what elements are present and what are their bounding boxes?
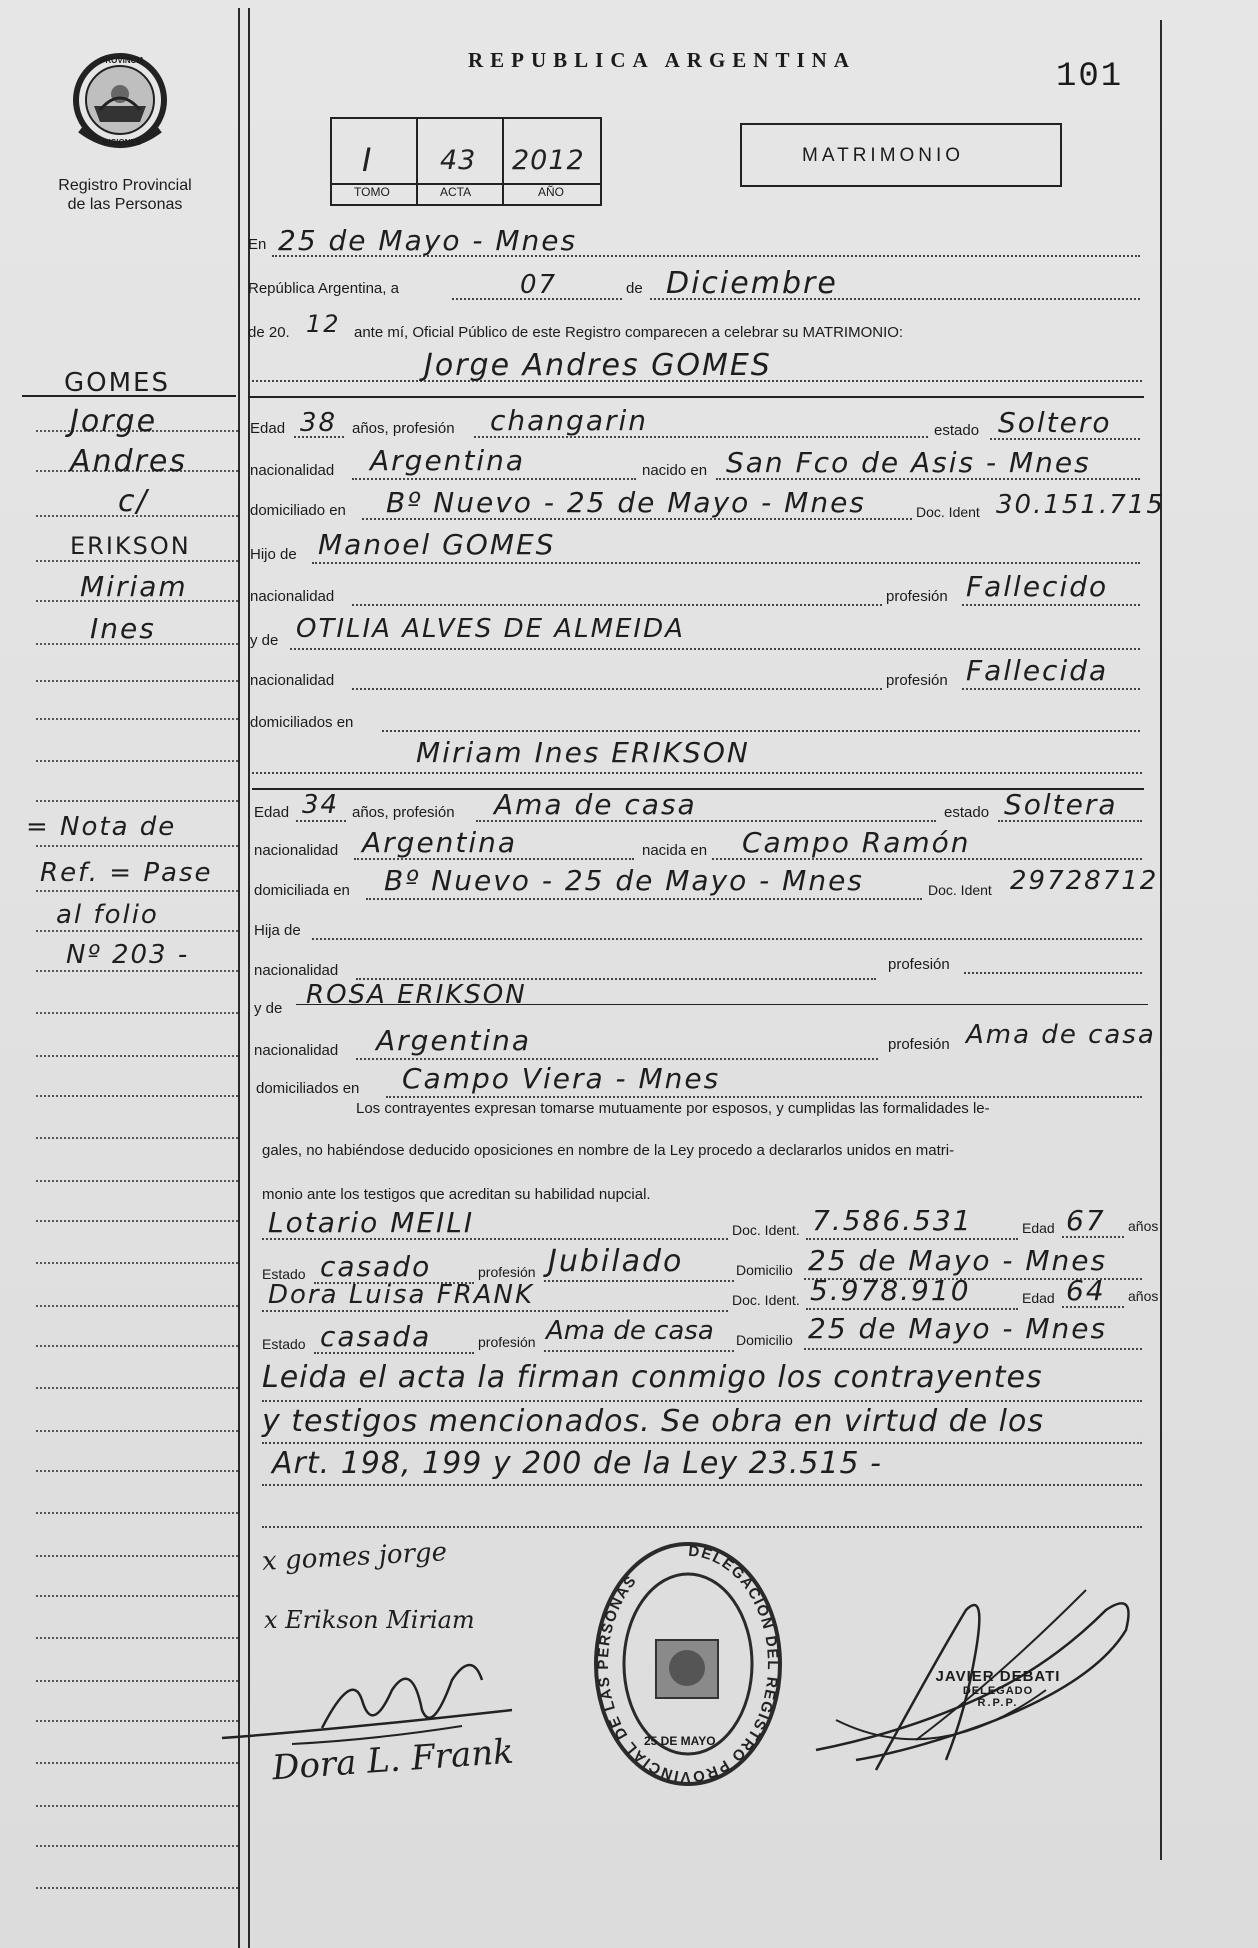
witness1-profesion-label: profesión bbox=[478, 1264, 536, 1280]
witness1-domicilio-label: Domicilio bbox=[736, 1262, 793, 1278]
bride-father-prof-line bbox=[964, 972, 1142, 974]
margin-note-line2: Ref. = Pase bbox=[40, 858, 213, 888]
closing-note-line3: Art. 198, 199 y 200 de la Ley 23.515 - bbox=[272, 1446, 882, 1481]
groom-father-nat-line bbox=[352, 604, 882, 606]
margin-conjunction: c/ bbox=[118, 484, 149, 519]
groom-father-line bbox=[312, 562, 1140, 564]
witness2-profession-line bbox=[544, 1350, 734, 1352]
registry-name bbox=[40, 176, 210, 214]
margin-spouse2-name1: Miriam bbox=[80, 570, 188, 603]
anio-value: 2012 bbox=[512, 145, 585, 176]
logo-text-top: PROVINCIA bbox=[100, 56, 145, 65]
closing-note-line1: Leida el acta la firman conmigo los contrayentes bbox=[262, 1360, 1043, 1395]
margin-line bbox=[36, 718, 238, 720]
bride-parents-address: Campo Viera - Mnes bbox=[402, 1062, 721, 1095]
groom-father-prof-line bbox=[962, 604, 1140, 606]
groom-mother-line bbox=[290, 648, 1140, 650]
witness2-signature: Dora L. Frank bbox=[270, 1731, 515, 1789]
margin-line bbox=[36, 1137, 238, 1139]
acta-value: 43 bbox=[440, 145, 477, 176]
bride-address: Bº Nuevo - 25 de Mayo - Mnes bbox=[384, 864, 864, 897]
witness1-address: 25 de Mayo - Mnes bbox=[808, 1244, 1108, 1277]
stamp-ring-text: DELEGACION DEL REGISTRO PROVINCIAL DE LAS PERSONAS bbox=[594, 1542, 781, 1786]
witness2-age: 64 bbox=[1066, 1274, 1106, 1307]
witness2-address-line bbox=[804, 1348, 1142, 1350]
bride-parents-dom-line bbox=[386, 1096, 1142, 1098]
country-label: República Argentina, a bbox=[248, 280, 399, 297]
witness2-profession: Ama de casa bbox=[546, 1316, 714, 1346]
margin-line bbox=[36, 1555, 238, 1557]
groom-father-name: Manoel GOMES bbox=[318, 528, 556, 561]
bride-anos-profesion-label: años, profesión bbox=[352, 804, 455, 821]
groom-nacido-label: nacido en bbox=[642, 462, 708, 479]
record-type-box bbox=[740, 123, 1062, 187]
groom-mother-nat-line bbox=[352, 688, 882, 690]
witness1-doc: 7.586.531 bbox=[812, 1204, 973, 1237]
bride-nationality: Argentina bbox=[362, 826, 518, 859]
groom-profession: changarin bbox=[490, 404, 649, 437]
declaration-line1: Los contrayentes expresan tomarse mutuamente por esposos, y cumplidas las formalidades le- bbox=[356, 1100, 990, 1117]
witness1-profession: Jubilado bbox=[548, 1244, 684, 1279]
official-title: DELEGADO bbox=[962, 1685, 1034, 1697]
body-line bbox=[262, 1526, 1142, 1528]
anio-label: AÑO bbox=[538, 185, 565, 199]
margin-line bbox=[36, 1805, 238, 1807]
groom-civil-status: Soltero bbox=[998, 406, 1112, 439]
bride-parents-dom-label: domiciliados en bbox=[256, 1080, 360, 1097]
groom-mother-prof-label: profesión bbox=[886, 672, 948, 689]
witness2-estado-label: Estado bbox=[262, 1336, 306, 1352]
closing-line2-rule bbox=[262, 1442, 1142, 1444]
groom-nationality-line bbox=[352, 478, 636, 480]
groom-father-label: Hijo de bbox=[250, 546, 297, 563]
record-reference-box bbox=[330, 117, 602, 206]
bride-doc-number: 29728712 bbox=[1010, 866, 1159, 896]
month-value: Diciembre bbox=[666, 266, 838, 301]
margin-spouse1-name2: Andres bbox=[70, 444, 187, 479]
bride-father-line bbox=[312, 938, 1142, 940]
witness1-edad-label: Edad bbox=[1022, 1220, 1055, 1236]
svg-text:DELEGACION DEL REGISTRO PROVIN bbox=[595, 1543, 781, 1785]
margin-line bbox=[36, 1430, 238, 1432]
margin-line bbox=[36, 760, 238, 762]
witness1-anos-label: años bbox=[1128, 1218, 1159, 1234]
appearance-statement: ante mí, Oficial Público de este Registro comparecen a celebrar su MATRIMONIO: bbox=[354, 324, 904, 341]
groom-doc-number: 30.151.715 bbox=[996, 490, 1165, 520]
groom-mother-prof-line bbox=[962, 688, 1140, 690]
declaration-line3: monio ante los testigos que acreditan su habilidad nupcial. bbox=[262, 1186, 651, 1203]
groom-birthplace: San Fco de Asis - Mnes bbox=[726, 446, 1091, 479]
bride-birthplace: Campo Ramón bbox=[742, 826, 971, 859]
bride-father-label: Hija de bbox=[254, 922, 301, 939]
margin-line bbox=[36, 1512, 238, 1514]
groom-mother-profession: Fallecida bbox=[966, 654, 1109, 687]
bride-signature: x Erikson Miriam bbox=[264, 1606, 475, 1634]
margin-line bbox=[36, 1220, 238, 1222]
margin-line bbox=[36, 1012, 238, 1014]
margin-line bbox=[36, 845, 238, 847]
margin-line bbox=[36, 1055, 238, 1057]
bride-nacionalidad-label: nacionalidad bbox=[254, 842, 339, 859]
closing-line3-rule bbox=[262, 1484, 1142, 1486]
bride-nacida-label: nacida en bbox=[642, 842, 708, 859]
groom-address: Bº Nuevo - 25 de Mayo - Mnes bbox=[386, 486, 866, 519]
bride-civil-status: Soltera bbox=[1004, 788, 1118, 821]
margin-spouse2-name2: Ines bbox=[90, 612, 156, 645]
groom-mother-name: OTILIA ALVES DE ALMEIDA bbox=[296, 614, 685, 644]
margin-line bbox=[36, 1262, 238, 1264]
bride-age: 34 bbox=[302, 790, 340, 820]
logo-text-bottom: MISIONES bbox=[102, 138, 142, 147]
registry-name-line1: Registro Provincial bbox=[58, 177, 192, 194]
groom-doc-label: Doc. Ident bbox=[916, 504, 980, 520]
en-label: En bbox=[248, 236, 267, 253]
bride-doc-label: Doc. Ident bbox=[928, 882, 992, 898]
margin-spouse1-name1: Jorge bbox=[70, 404, 158, 439]
margin-line bbox=[36, 890, 238, 892]
witness2-doc: 5.978.910 bbox=[810, 1274, 971, 1307]
bride-father-prof-label: profesión bbox=[888, 956, 950, 973]
bride-name-line bbox=[252, 772, 1142, 774]
groom-nationality: Argentina bbox=[370, 444, 526, 477]
margin-spouse2-surname: ERIKSON bbox=[70, 532, 191, 560]
year-suffix: 12 bbox=[306, 310, 341, 338]
witness2-status: casada bbox=[320, 1320, 432, 1353]
groom-father-nat-label: nacionalidad bbox=[250, 588, 335, 605]
bride-mother-prof-label: profesión bbox=[888, 1036, 950, 1053]
official-stamp bbox=[590, 1538, 786, 1788]
margin-spouse1-surname: GOMES bbox=[64, 368, 170, 398]
margin-line bbox=[36, 1762, 238, 1764]
margin-line bbox=[36, 930, 238, 932]
groom-full-name: Jorge Andres GOMES bbox=[424, 348, 772, 383]
bride-domiciliada-label: domiciliada en bbox=[254, 882, 350, 899]
margin-line bbox=[36, 1180, 238, 1182]
bride-profession: Ama de casa bbox=[494, 788, 697, 821]
day-value: 07 bbox=[520, 270, 558, 300]
stamp-inner-text: 25 DE MAYO bbox=[644, 1734, 716, 1748]
margin-line bbox=[36, 1595, 238, 1597]
margin-line bbox=[36, 560, 238, 562]
bride-mother-name: ROSA ERIKSON bbox=[306, 980, 527, 1010]
margin-line bbox=[36, 800, 238, 802]
declaration-line2: gales, no habiéndose deducido oposiciones en nombre de la Ley procedo a declararlos unidos en matri- bbox=[262, 1142, 955, 1159]
tomo-value: I bbox=[362, 141, 375, 179]
provincial-seal-logo bbox=[70, 50, 170, 160]
groom-signature: x gomes jorge bbox=[261, 1537, 448, 1577]
witness1-profession-line bbox=[544, 1280, 734, 1282]
margin-line bbox=[36, 1887, 238, 1889]
bride-father-nat-label: nacionalidad bbox=[254, 962, 339, 979]
groom-nacionalidad-label: nacionalidad bbox=[250, 462, 335, 479]
witness1-age: 67 bbox=[1066, 1204, 1106, 1237]
groom-section-rule bbox=[248, 396, 1144, 398]
margin-line bbox=[36, 1305, 238, 1307]
margin-line bbox=[36, 1720, 238, 1722]
bride-mother-profession: Ama de casa bbox=[966, 1020, 1156, 1050]
witness2-doc-line bbox=[806, 1308, 1018, 1310]
bride-mother-label: y de bbox=[254, 1000, 283, 1017]
groom-age: 38 bbox=[300, 408, 338, 438]
margin-line bbox=[36, 1637, 238, 1639]
margin-line bbox=[36, 1470, 238, 1472]
margin-line bbox=[36, 1095, 238, 1097]
country-title: REPUBLICA ARGENTINA bbox=[468, 48, 856, 72]
official-stamp-text bbox=[918, 1668, 1078, 1709]
witness2-name: Dora Luisa FRANK bbox=[268, 1280, 535, 1310]
witness2-profesion-label: profesión bbox=[478, 1334, 536, 1350]
bride-estado-label: estado bbox=[944, 804, 990, 821]
groom-estado-label: estado bbox=[934, 422, 980, 439]
witness1-name: Lotario MEILI bbox=[268, 1206, 475, 1239]
groom-father-prof-label: profesión bbox=[886, 588, 948, 605]
witness2-edad-label: Edad bbox=[1022, 1290, 1055, 1306]
margin-note-line3: al folio bbox=[56, 900, 159, 930]
bride-mother-nat-label: nacionalidad bbox=[254, 1042, 339, 1059]
place-value: 25 de Mayo - Mnes bbox=[278, 224, 578, 257]
witness2-name-line bbox=[262, 1310, 728, 1312]
margin-line bbox=[36, 1680, 238, 1682]
margin-line bbox=[36, 1845, 238, 1847]
official-initials: R.P.P. bbox=[977, 1697, 1019, 1709]
groom-parents-dom-label: domiciliados en bbox=[250, 714, 354, 731]
margin-line bbox=[36, 1387, 238, 1389]
groom-father-profession: Fallecido bbox=[966, 570, 1109, 603]
bride-age-line bbox=[296, 820, 346, 822]
witness2-address: 25 de Mayo - Mnes bbox=[808, 1312, 1108, 1345]
closing-line1-rule bbox=[262, 1400, 1142, 1402]
margin-note-line4: Nº 203 - bbox=[66, 940, 190, 970]
margin-line bbox=[36, 680, 238, 682]
groom-anos-profesion-label: años, profesión bbox=[352, 420, 455, 437]
witness1-doc-label: Doc. Ident. bbox=[732, 1222, 800, 1238]
groom-edad-label: Edad bbox=[250, 420, 286, 437]
groom-mother-label: y de bbox=[250, 632, 279, 649]
bride-mother-nat-line bbox=[356, 1058, 878, 1060]
witness2-doc-label: Doc. Ident. bbox=[732, 1292, 800, 1308]
groom-parents-dom-line bbox=[382, 730, 1140, 732]
groom-domiciliado-label: domiciliado en bbox=[250, 502, 346, 519]
bride-mother-nationality: Argentina bbox=[376, 1024, 532, 1057]
margin-note-line1: = Nota de bbox=[26, 812, 177, 842]
witness2-anos-label: años bbox=[1128, 1288, 1159, 1304]
bride-address-line bbox=[366, 898, 922, 900]
witness2-domicilio-label: Domicilio bbox=[736, 1332, 793, 1348]
registry-name-line2: de las Personas bbox=[67, 196, 183, 213]
witness1-status: casado bbox=[320, 1250, 432, 1283]
tomo-label: TOMO bbox=[354, 185, 390, 199]
groom-mother-nat-label: nacionalidad bbox=[250, 672, 335, 689]
closing-note-line2: y testigos mencionados. Se obra en virtud de los bbox=[262, 1404, 1045, 1439]
official-name: JAVIER DEBATI bbox=[935, 1668, 1061, 1685]
bride-edad-label: Edad bbox=[254, 804, 290, 821]
de-label: de bbox=[626, 280, 643, 297]
page-number: 101 bbox=[1056, 58, 1124, 96]
margin-line bbox=[36, 970, 238, 972]
acta-label: ACTA bbox=[440, 185, 472, 199]
year-prefix: de 20. bbox=[248, 324, 290, 341]
witness1-doc-line bbox=[806, 1238, 1018, 1240]
witness1-estado-label: Estado bbox=[262, 1266, 306, 1282]
bride-full-name: Miriam Ines ERIKSON bbox=[416, 736, 750, 769]
margin-line bbox=[36, 1345, 238, 1347]
record-type-label: MATRIMONIO bbox=[802, 145, 965, 166]
